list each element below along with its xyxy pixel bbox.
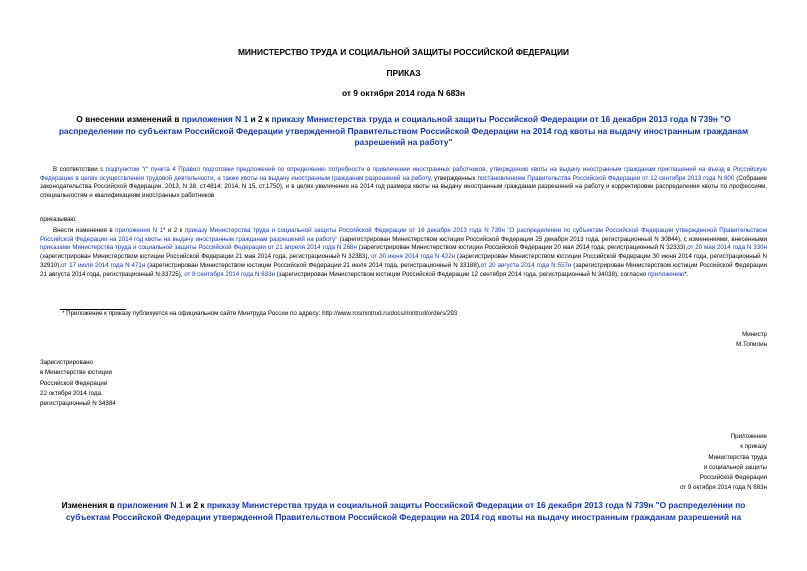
- preamble-link-resolution-800[interactable]: постановлением Правительства Российской Федерации от 12 сентября 2013 года N 800: [477, 174, 735, 182]
- preamble-paragraph: [40, 166, 767, 201]
- body-text-1: Внести изменения в: [53, 227, 116, 234]
- title-link-appendix[interactable]: приложения N 1: [181, 114, 249, 124]
- appendix-line-6: от 9 октября 2014 года N 683н: [679, 484, 767, 492]
- registration-block: [40, 358, 116, 409]
- order-title: [55, 114, 752, 149]
- body-text-10: *.: [684, 270, 689, 278]
- changes-text-1: Изменения в: [61, 500, 118, 510]
- body-paragraph: [40, 227, 767, 279]
- body-link-order-557n[interactable]: от 20 августа 2014 года N 557н: [480, 261, 572, 269]
- body-text-9: (зарегистрирован Министерством юстиции Российской Федерации 12 сентября 2014 года, регистрационный N 34038), согласно: [274, 270, 648, 278]
- body-link-order-422n[interactable]: от 30 июня 2014 года N 422н: [371, 253, 456, 261]
- order-word: приказываю:: [40, 216, 77, 223]
- changes-text-2: и 2 к: [183, 500, 207, 510]
- title-text-2: и 2 к: [248, 114, 272, 124]
- body-text-7: (зарегистрирован Министерством юстиции Российской Федерации 21 июля 2014 года, регистрационный N 33188),: [145, 261, 481, 269]
- body-link-order-268n[interactable]: приказами Министерства труда и социальной защиты Российской Федерации от 21 апреля 2014 года N 268н: [40, 244, 357, 252]
- signature-name: М.Топилин: [736, 341, 767, 349]
- appendix-line-5: Российской Федерации: [699, 474, 767, 482]
- preamble-link-rules[interactable]: подпунктом "г" пункта 4 Правил подготовки предложений по определению потребности в привлечении иностранных работников, утверждению квоты на выдачу иностранным гражданам приглашений на въезд в Российскую Федерацию в целях осуществления трудовой деятельности, а также квоты на выдачу иностранным гражданам разрешений на работу: [40, 166, 767, 182]
- registration-line-2: в Министерстве юстиции: [40, 369, 113, 377]
- signature-role: Министр: [742, 331, 767, 338]
- appendix-line-3: Министерства труда: [708, 453, 767, 461]
- body-link-appendix[interactable]: приложения N 1: [115, 227, 164, 234]
- title-link-order-739n[interactable]: приказу Министерства труда и социальной защиты Российской Федерации от 16 декабря 2013 года N 739н "О распределении по субъектам Российской Федерации утвержденной Правительством Российской Федерации на 2014 год квоты на выдачу иностранным гражданам разрешений на работу": [58, 114, 749, 147]
- doc-type-heading: ПРИКАЗ: [386, 68, 421, 78]
- changes-link-appendix[interactable]: приложения N 1: [117, 500, 184, 510]
- body-link-order-330n[interactable]: от 20 мая 2014 года N 330н: [687, 244, 768, 252]
- order-date-number: от 9 октября 2014 года N 683н: [341, 88, 466, 98]
- body-link-order-633n[interactable]: от 8 сентября 2014 года N 633н: [184, 270, 275, 278]
- preamble-text-3: (Собрание законодательства Российской Федерации, 2013, N 38, ст.4814; 2014, N 15, ст.1750), и в целях увеличения на 2014 год размера квоты на выдачу иностранным гражданам разрешений на работу и корректировки распределения квоты по профессиям, специальностям и квалификациям иностранных работников: [40, 174, 767, 200]
- footnote: * Приложение к приказу публикуется на официальном сайте Минтруда России по адресу: http://www.rosmintrud.ru/docs/mintrud/orders/293: [62, 310, 458, 317]
- registration-line-3: Российской Федерации: [40, 379, 108, 387]
- preamble-text-2: , утвержденных: [430, 174, 478, 182]
- appendix-line-2: к приказу: [740, 443, 767, 451]
- registration-line-5: регистрационный N 34384: [40, 400, 116, 408]
- body-text-5: (зарегистрирован Министерством юстиции Российской Федерации 21 мая 2014 года, регистрационный N 32383),: [40, 253, 372, 261]
- appendix-line-4: и социальной защиты: [703, 463, 767, 471]
- appendix-line-1: Приложение: [730, 433, 767, 440]
- body-text-2: * и 2 к: [163, 227, 185, 234]
- body-text-8: (зарегистрирован Министерством юстиции Российской Федерации 21 августа 2014 года, регистрационный N 33725),: [40, 261, 767, 278]
- body-link-appendix-2[interactable]: приложению: [647, 270, 685, 278]
- body-text-3: (зарегистрирован Министерством юстиции Российской Федерации 25 декабря 2013 года, регистрационный N 30844), с изменениями, внесенными: [337, 235, 767, 243]
- body-text-6: (зарегистрирован Министерством юстиции Российской Федерации 30 июня 2014 года, регистрационный N 32910),: [40, 253, 768, 269]
- body-text-4: (зарегистрирован Министерством юстиции Российской Федерации 20 мая 2014 года, регистрационный N 32333),: [356, 244, 688, 252]
- registration-line-1: Зарегистрировано: [40, 359, 93, 366]
- appendix-block: [680, 432, 767, 494]
- changes-title: [40, 500, 767, 523]
- changes-link-order-739n[interactable]: приказу Министерства труда и социальной защиты Российской Федерации от 16 декабря 2013 года N 739н "О распределении по субъектам Российской Федерации утвержденной Правительством Российской Федерации на 2014 год квоты на выдачу иностранным гражданам разрешений на: [65, 500, 746, 522]
- body-link-order-739n[interactable]: приказу Министерства труда и социальной защиты Российской Федерации от 16 декабря 2013 года N 739н "О распределении по субъектам Российской Федерации утвержденной Правительством Российской Федерации на 2014 год квоты на выдачу иностранным гражданам разрешений на работу": [40, 227, 767, 243]
- signature-block: [736, 330, 767, 351]
- body-link-order-471n[interactable]: от 17 июля 2014 года N 471н: [61, 261, 146, 269]
- title-text-1: О внесении изменений в: [76, 114, 182, 124]
- preamble-text-1: В соответствии с: [53, 166, 106, 173]
- registration-line-4: 22 октября 2014 года,: [40, 389, 103, 397]
- ministry-heading: МИНИСТЕРСТВО ТРУДА И СОЦИАЛЬНОЙ ЗАЩИТЫ РОССИЙСКОЙ ФЕДЕРАЦИИ: [237, 47, 570, 57]
